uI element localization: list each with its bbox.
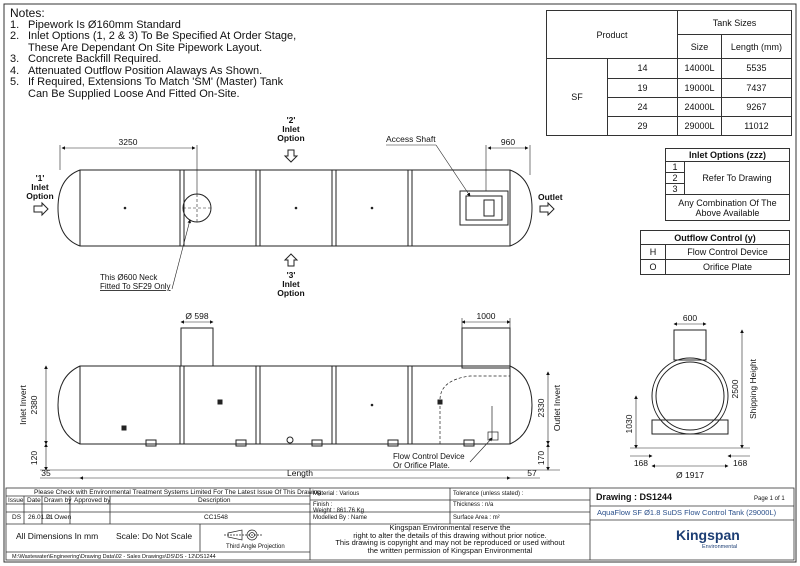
tank-length-cell: 5535 bbox=[721, 59, 791, 78]
plan-view bbox=[34, 145, 554, 289]
dim-168-right: 168 bbox=[733, 458, 748, 468]
outflow-row: H Flow Control Device bbox=[641, 245, 790, 260]
third-angle-projection-icon bbox=[224, 530, 262, 540]
inlet-option-2: 2 bbox=[666, 173, 685, 184]
notes-title: Notes: bbox=[10, 6, 45, 20]
tank-model-cell: 14 bbox=[608, 59, 678, 78]
note-item: 1. Pipework Is Ø160mm Standard bbox=[10, 18, 181, 31]
tank-model-cell: 29 bbox=[608, 116, 678, 135]
tank-row bbox=[547, 59, 792, 78]
inlet-options-title: Inlet Options (zzz) bbox=[666, 149, 790, 162]
length-label: Length bbox=[287, 468, 313, 478]
outflow-control-table bbox=[640, 230, 790, 275]
material: Material : Various bbox=[313, 491, 360, 497]
inlet-options-desc: Refer To Drawing bbox=[685, 162, 790, 195]
dim-170: 170 bbox=[536, 450, 546, 466]
modelled-by: Modelled By : Name bbox=[313, 515, 368, 521]
check-note: Please Check with Environmental Treatment Systems Limited For The Latest Issue Of This Drawing bbox=[34, 489, 321, 496]
kingspan-logo: Kingspan Environmental bbox=[676, 527, 740, 550]
inlet3-label: '3' Inlet Option bbox=[277, 270, 305, 298]
product-header: Product bbox=[547, 11, 678, 59]
tank-size-cell: 29000L bbox=[678, 116, 722, 135]
note-item: 4. Attenuated Outflow Position Alaways As Shown. bbox=[10, 64, 263, 77]
dim-168-left: 168 bbox=[633, 458, 648, 468]
fcd-note: Flow Control Device Or Orifice Plate. bbox=[393, 452, 465, 470]
projection: Third Angle Projection bbox=[226, 544, 285, 550]
tolerance: Tolerance (unless stated) : bbox=[453, 491, 524, 497]
size-col-header: Size bbox=[678, 35, 722, 59]
tank-sizes-header: Tank Sizes bbox=[678, 11, 792, 35]
diameter-dim: Ø 1917 bbox=[676, 470, 704, 480]
tank-rows bbox=[547, 59, 792, 136]
product-cell: SF bbox=[547, 59, 608, 136]
notes-list bbox=[10, 20, 370, 101]
note-item: 5. If Required, Extensions To Match 'SM' (Master) Tank Can Be Supplied Loose And Fitted On-Site. bbox=[10, 76, 284, 100]
tank-length-cell: 11012 bbox=[721, 116, 791, 135]
outlet-invert-dim: 2330 bbox=[536, 398, 546, 418]
neck-note: This Ø600 Neck Fitted To SF29 Only bbox=[100, 273, 171, 291]
file-path: M:\Wastewater\Engineering\Drawing Data\02 - Sales Drawings\DS\DS - 12\DS1244 bbox=[12, 554, 216, 560]
tank-model-cell: 19 bbox=[608, 78, 678, 97]
surface-area: Surface Area : m² bbox=[453, 515, 500, 521]
inlet-options-table bbox=[665, 148, 790, 221]
outlet-invert-label: Outlet Invert bbox=[552, 384, 562, 432]
drawing-title: AquaFlow SF Ø1.8 SuDS Flow Control Tank (29000L) bbox=[597, 508, 777, 517]
finish: Finish : bbox=[313, 502, 333, 508]
dim-120: 120 bbox=[29, 450, 39, 466]
outflow-row: O Orifice Plate bbox=[641, 260, 790, 275]
tank-size-cell: 19000L bbox=[678, 78, 722, 97]
copyright-note: Kingspan Environmental reserve the right to alter the details of this drawing without prior notice. This drawing is copyright and may not be reproduced or used without the written permission of Kingspan Environmental bbox=[335, 523, 565, 555]
weight: Weight : 861.76 Kg bbox=[313, 508, 364, 514]
inlet-invert-label: Inlet Invert bbox=[18, 385, 28, 425]
dim-35: 35 bbox=[41, 468, 51, 478]
inlet-invert-dim: 2380 bbox=[29, 395, 39, 415]
inlet-options-note: Any Combination Of The Above Available bbox=[666, 195, 790, 221]
outflow-rows bbox=[641, 245, 790, 275]
notes-block bbox=[10, 8, 370, 100]
outlet-label: Outlet bbox=[538, 192, 563, 202]
outflow-title: Outflow Control (y) bbox=[641, 231, 790, 245]
all-dims: All Dimensions In mm bbox=[16, 531, 99, 541]
thickness: Thickness : n/a bbox=[453, 502, 494, 508]
inlet-option-3: 3 bbox=[666, 184, 685, 195]
page-number: Page 1 of 1 bbox=[754, 496, 785, 502]
dim-57: 57 bbox=[527, 468, 537, 478]
dim-1000: 1000 bbox=[476, 311, 496, 321]
inlet-option-1: 1 bbox=[666, 162, 685, 173]
inlet2-label: '2' Inlet Option bbox=[277, 115, 305, 143]
length-col-header: Length (mm) bbox=[721, 35, 791, 59]
side-elevation bbox=[40, 318, 560, 478]
access-shaft-label: Access Shaft bbox=[386, 134, 436, 144]
note-item: 3. Concrete Backfill Required. bbox=[10, 53, 162, 65]
note-item: 2. Inlet Options (1, 2 & 3) To Be Specified At Order Stage, These Are Dependant On Site Pipework Layout. bbox=[10, 30, 297, 54]
scale: Scale: Do Not Scale bbox=[116, 531, 193, 541]
drawing-sheet: '1' Inlet Option '2' Inlet Option '3' Inlet Option Outlet Access Shaft 3250 960 This Ø600 Neck Fitted To SF29 Only Ø 598 1000 2380 Inlet Invert 2330 Outlet Invert 120 170 35 57 Length Flow Control Device Or Orifice Plate. 600 1030 2500 Shipping Height 168 168 Ø 1917 Notes: 1. Pipework Is Ø160mm Standard 2. Inlet Options (1, 2 & 3) To Be Specified At Order Stage, These Are Dependant On Site Pipework Layout. 3. Concrete Backfill Required. 4. Attenuated Outflow Position Alaways As Shown. 5. If Required, Extensions To Match 'SM' (Master) Tank Can Be Supplied Loose And Fitted On-Site. Product Tank Sizes Size Length (mm) SF 14 14000L 5535 19 19000L 7437 24 24000L 9267 29 29000L 11012 Inlet Options (zzz) 1 Refer To Drawing 2 3 Any Combination Of The Above Available Outflow Control (y) H Flow Control Device O Orifice Plate Please Check with Environmental Treatment Systems Limited For The Latest Issue Of This Drawing Issue Date Drawn by Approved by Description DS 26.01.21 D. Owen CC1548 All Dimensions In mm Scale: Do Not Scale Third Angle Projection M:\Wastewater\Engineering\Drawing Data\02 - Sales Drawings\DS\DS - 12\DS1244 Material : Various Finish : Weight : 861.76 Kg Modelled By : Name Tolerance (unless stated) : Thickness : n/a Surface Area : m² Kingspan Environmental reserve the right to alter the details of this drawing without prior notice. This drawing is copyright and may not be reproduced or used without the written permission of Kingspan Environmental Drawing : DS1244 Page 1 of 1 AquaFlow SF Ø1.8 SuDS Flow Control Tank (29000L) Kingspan Environmental bbox=[0, 0, 800, 566]
shipping-height-dim: 2500 bbox=[730, 379, 740, 399]
tank-size-cell: 14000L bbox=[678, 59, 722, 78]
dim-600: 600 bbox=[682, 313, 698, 323]
tank-size-cell: 24000L bbox=[678, 97, 722, 116]
dim-598: Ø 598 bbox=[185, 311, 209, 321]
inlet1-label: '1' Inlet Option bbox=[26, 173, 54, 201]
shipping-height-label: Shipping Height bbox=[748, 358, 758, 420]
dim-3250: 3250 bbox=[118, 137, 138, 147]
drawing-number: Drawing : DS1244 bbox=[596, 492, 673, 502]
tank-size-table bbox=[546, 10, 792, 136]
dim-1030: 1030 bbox=[624, 414, 634, 434]
tank-length-cell: 7437 bbox=[721, 78, 791, 97]
tank-length-cell: 9267 bbox=[721, 97, 791, 116]
dim-960: 960 bbox=[500, 137, 516, 147]
tank-model-cell: 24 bbox=[608, 97, 678, 116]
